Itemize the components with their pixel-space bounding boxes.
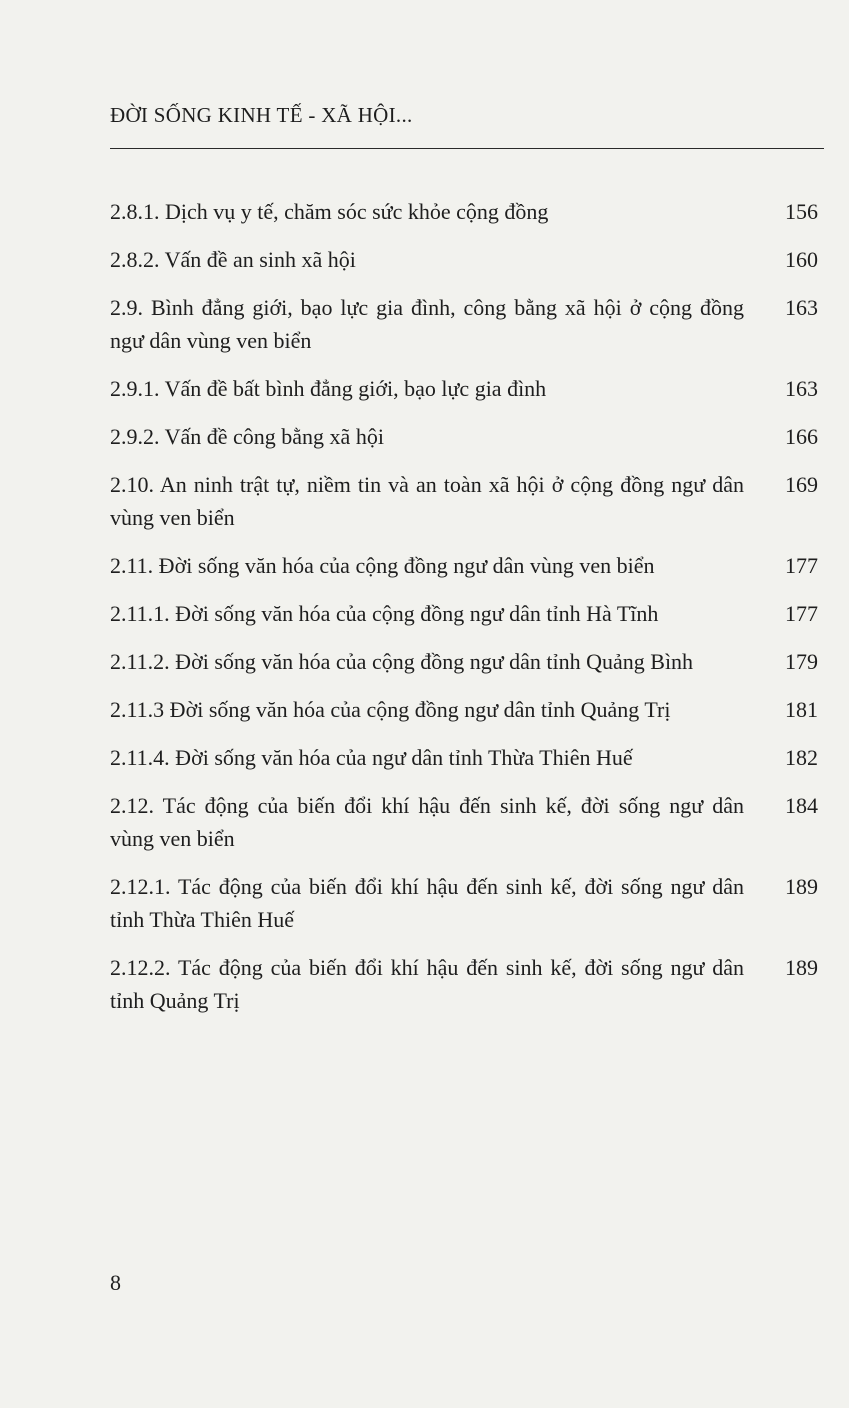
toc-entry-page: 166 <box>785 424 818 449</box>
toc-entry-title: 2.8.1. Dịch vụ y tế, chăm sóc sức khỏe cộng đồng <box>110 199 549 224</box>
toc-entry-page: 156 <box>785 199 818 224</box>
toc-entry-title: 2.8.2. Vấn đề an sinh xã hội <box>110 247 356 272</box>
running-header: ĐỜI SỐNG KINH TẾ - XÃ HỘI... <box>110 103 413 127</box>
toc-entry-page: 184 <box>785 793 818 818</box>
toc-entry-page: 181 <box>785 697 818 722</box>
toc-entry-page: 169 <box>785 472 818 497</box>
toc-entry-page: 163 <box>785 295 818 320</box>
toc-entry <box>110 243 818 276</box>
toc-entry-page: 179 <box>785 649 818 674</box>
toc-entry <box>110 741 818 774</box>
toc-entry-page: 160 <box>785 247 818 272</box>
toc-entry-title: 2.11.3 Đời sống văn hóa của cộng đồng ngư dân tỉnh Quảng Trị <box>110 697 671 722</box>
page-number: 8 <box>110 1270 121 1295</box>
toc-entry <box>110 870 818 936</box>
toc-entry <box>110 195 818 228</box>
toc-entry <box>110 291 818 357</box>
toc-entry-page: 177 <box>785 553 818 578</box>
toc-entry-page: 163 <box>785 376 818 401</box>
toc-entry-page: 189 <box>785 955 818 980</box>
toc-entry-title: 2.11.1. Đời sống văn hóa của cộng đồng ngư dân tỉnh Hà Tĩnh <box>110 601 659 626</box>
toc-entry-page: 177 <box>785 601 818 626</box>
toc-entry <box>110 549 818 582</box>
toc-entry-title: 2.10. An ninh trật tự, niềm tin và an toàn xã hội ở cộng đồng ngư dân vùng ven biển <box>110 472 744 530</box>
toc-entry <box>110 693 818 726</box>
toc-entry <box>110 597 818 630</box>
toc-entry-title: 2.12.1. Tác động của biến đổi khí hậu đến sinh kế, đời sống ngư dân tỉnh Thừa Thiên Huế <box>110 874 744 932</box>
header-divider <box>110 148 824 149</box>
toc-entry-title: 2.9.2. Vấn đề công bằng xã hội <box>110 424 384 449</box>
toc-entry-title: 2.12.2. Tác động của biến đổi khí hậu đến sinh kế, đời sống ngư dân tỉnh Quảng Trị <box>110 955 744 1013</box>
toc-entry-title: 2.11.2. Đời sống văn hóa của cộng đồng ngư dân tỉnh Quảng Bình <box>110 649 694 674</box>
toc-entry-title: 2.11. Đời sống văn hóa của cộng đồng ngư dân vùng ven biển <box>110 553 655 578</box>
toc-entry-title: 2.11.4. Đời sống văn hóa của ngư dân tỉnh Thừa Thiên Huế <box>110 745 633 770</box>
toc-entry-title: 2.12. Tác động của biến đổi khí hậu đến sinh kế, đời sống ngư dân vùng ven biển <box>110 793 744 851</box>
toc-entry-page: 182 <box>785 745 818 770</box>
toc-entry <box>110 468 818 534</box>
toc-entry <box>110 420 818 453</box>
table-of-contents <box>110 195 818 1032</box>
toc-entry-page: 189 <box>785 874 818 899</box>
toc-entry-title: 2.9. Bình đẳng giới, bạo lực gia đình, công bằng xã hội ở cộng đồng ngư dân vùng ven biển <box>110 295 744 353</box>
toc-entry <box>110 789 818 855</box>
toc-entry <box>110 951 818 1017</box>
toc-entry <box>110 645 818 678</box>
toc-entry-title: 2.9.1. Vấn đề bất bình đẳng giới, bạo lực gia đình <box>110 376 547 401</box>
toc-entry <box>110 372 818 405</box>
